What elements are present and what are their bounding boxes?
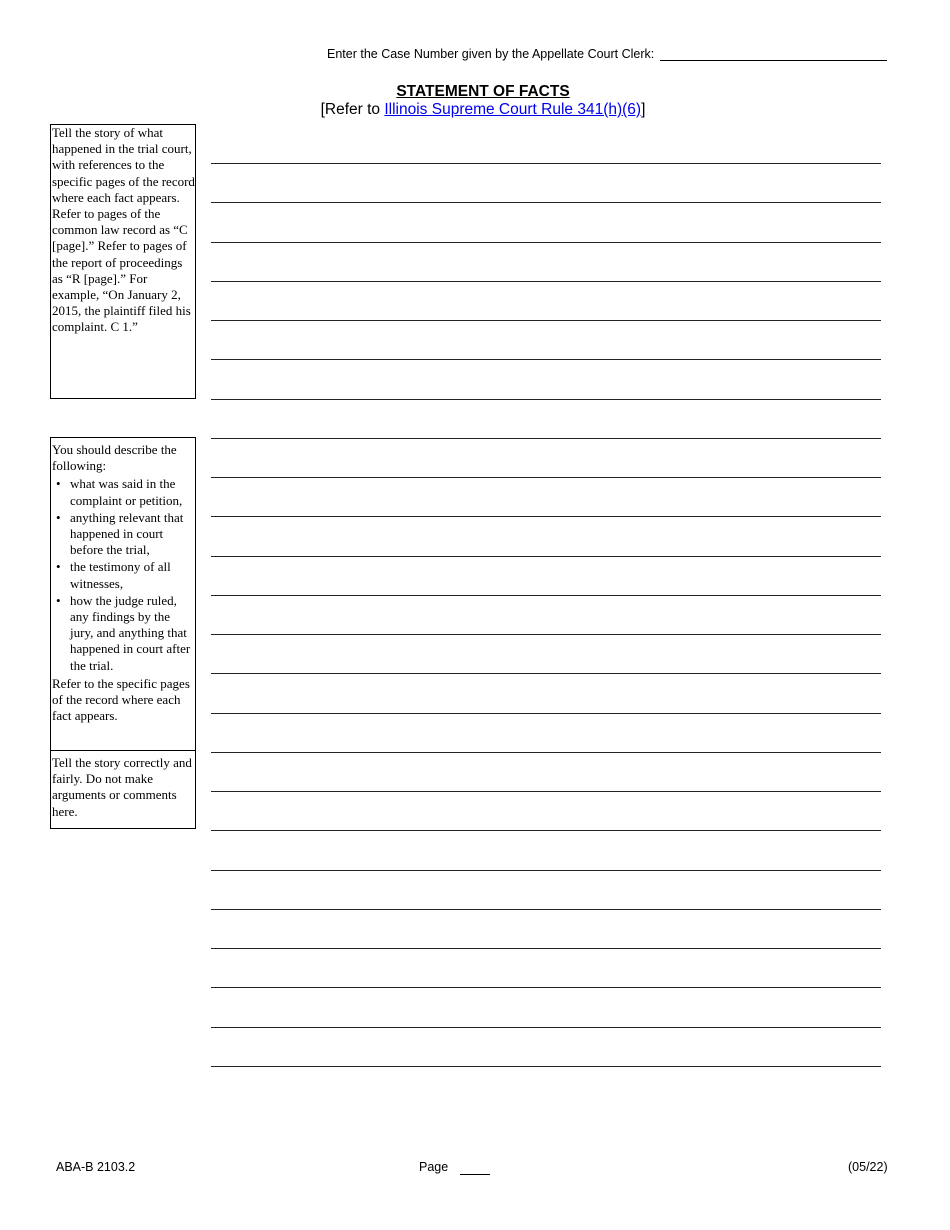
list-item: • anything relevant that happened in court before the trial, bbox=[70, 510, 195, 559]
writing-line[interactable] bbox=[211, 830, 881, 831]
writing-line[interactable] bbox=[211, 516, 881, 517]
writing-line[interactable] bbox=[211, 752, 881, 753]
case-number-field[interactable] bbox=[660, 60, 887, 61]
list-item: • what was said in the complaint or petition, bbox=[70, 476, 195, 508]
page-title: STATEMENT OF FACTS bbox=[396, 83, 570, 100]
writing-line[interactable] bbox=[211, 673, 881, 674]
rule-link[interactable]: Illinois Supreme Court Rule 341(h)(6) bbox=[384, 101, 642, 118]
page-number-field[interactable] bbox=[460, 1174, 490, 1175]
instruction-describe-outro: Refer to the specific pages of the record where each fact appears. bbox=[52, 675, 190, 724]
writing-line[interactable] bbox=[211, 163, 881, 164]
writing-line[interactable] bbox=[211, 281, 881, 282]
writing-line[interactable] bbox=[211, 713, 881, 714]
list-item: • how the judge ruled, any findings by the jury, and anything that happened in court after the trial. bbox=[70, 593, 195, 674]
instruction-describe-list bbox=[52, 476, 195, 673]
instruction-box-fairness bbox=[50, 750, 196, 829]
writing-line[interactable] bbox=[211, 242, 881, 243]
writing-line[interactable] bbox=[211, 556, 881, 557]
refer-prefix: [Refer to bbox=[320, 101, 385, 118]
writing-line[interactable] bbox=[211, 595, 881, 596]
writing-line[interactable] bbox=[211, 477, 881, 478]
writing-line[interactable] bbox=[211, 909, 881, 910]
writing-line[interactable] bbox=[211, 1027, 881, 1028]
writing-line[interactable] bbox=[211, 438, 881, 439]
writing-line[interactable] bbox=[211, 320, 881, 321]
writing-line[interactable] bbox=[211, 1066, 881, 1067]
writing-line[interactable] bbox=[211, 791, 881, 792]
case-number-label: Enter the Case Number given by the Appellate Court Clerk: bbox=[327, 47, 655, 61]
list-item: • the testimony of all witnesses, bbox=[70, 559, 195, 591]
writing-line[interactable] bbox=[211, 870, 881, 871]
writing-line[interactable] bbox=[211, 359, 881, 360]
instruction-box-story bbox=[50, 124, 196, 399]
writing-line[interactable] bbox=[211, 634, 881, 635]
form-id: ABA-B 2103.2 bbox=[56, 1160, 136, 1174]
writing-line[interactable] bbox=[211, 948, 881, 949]
refer-suffix: ] bbox=[641, 101, 646, 118]
instruction-describe-intro: You should describe the following: bbox=[52, 442, 177, 474]
writing-line[interactable] bbox=[211, 399, 881, 400]
writing-line[interactable] bbox=[211, 202, 881, 203]
writing-line[interactable] bbox=[211, 987, 881, 988]
instruction-story-text: Tell the story of what happened in the trial court, with references to the specific pages of the record where each fact appears. Refer to pages of the common law record as “C [page].” Refer to pages of the report of proceedings as “R [page].” For example, “On January 2, 2015, the plaintiff filed his complaint. C 1.” bbox=[52, 125, 195, 335]
page-label: Page bbox=[419, 1160, 449, 1174]
rule-reference bbox=[0, 101, 950, 119]
instruction-box-describe bbox=[50, 437, 196, 751]
revision-date: (05/22) bbox=[848, 1160, 888, 1174]
instruction-fairness-text: Tell the story correctly and fairly. Do not make arguments or comments here. bbox=[52, 755, 192, 819]
